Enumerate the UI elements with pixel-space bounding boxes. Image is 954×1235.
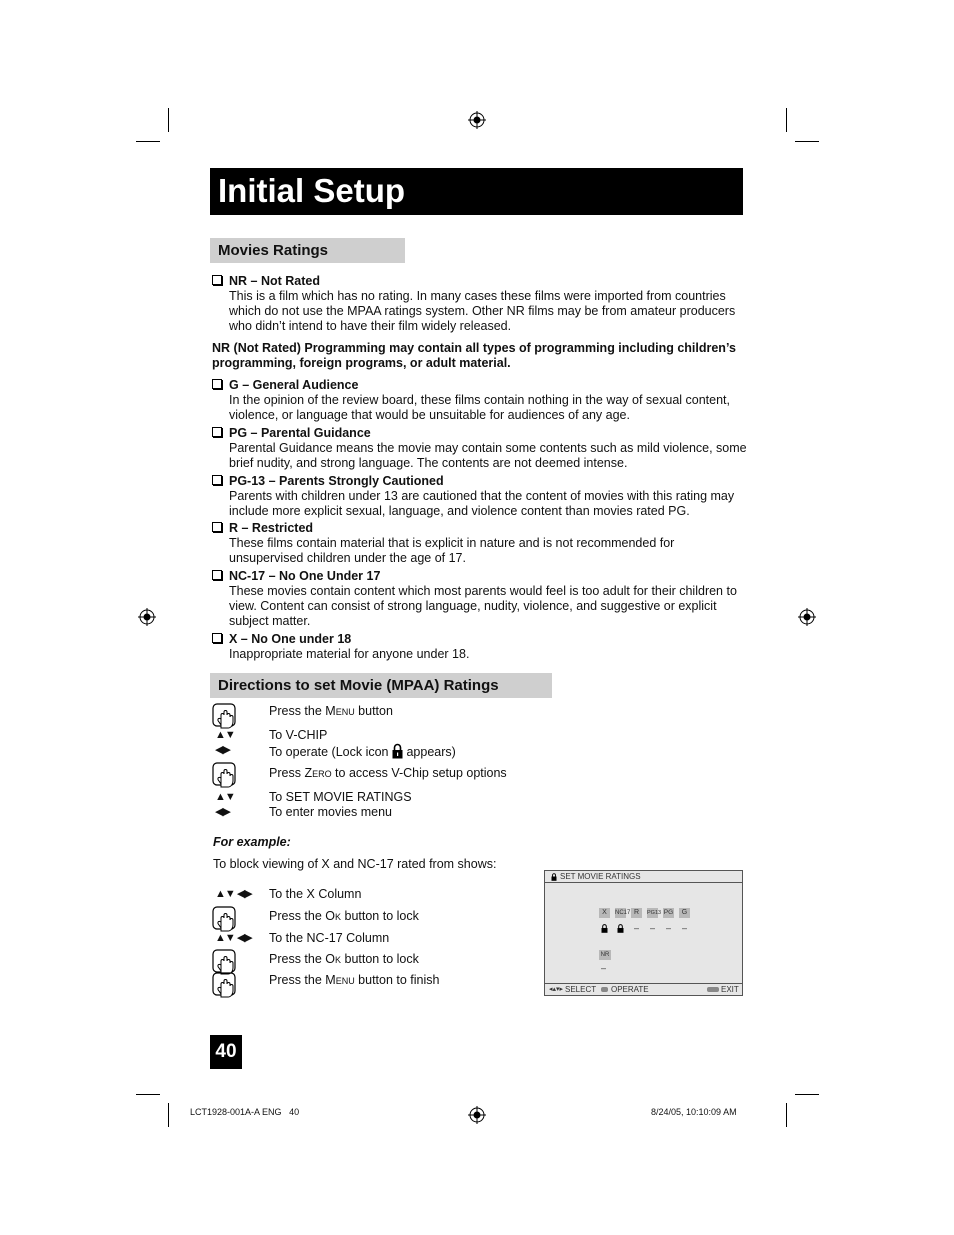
rating-title: PG – Parental Guidance xyxy=(229,426,371,440)
example-step-press-menu: Press the Menu button to finish xyxy=(269,973,440,987)
nr-warning: NR (Not Rated) Programming may contain all types of programming including children’s programming, foreign programs, or adult material. xyxy=(212,341,736,370)
registration-mark-icon xyxy=(468,111,486,129)
page-number: 40 xyxy=(210,1035,242,1069)
checkbox-bullet-icon xyxy=(212,570,222,580)
ok-button-icon xyxy=(601,987,608,992)
rating-title: R – Restricted xyxy=(229,521,314,535)
osd-unlocked-dash: – xyxy=(666,923,672,933)
press-button-hand-icon xyxy=(212,703,236,729)
osd-footer xyxy=(545,983,742,995)
step-enter-movies-menu: To enter movies menu xyxy=(269,805,392,819)
print-timestamp: 8/24/05, 10:10:09 AM xyxy=(651,1107,737,1117)
left-right-arrows-icon: ◀▶ xyxy=(215,744,230,756)
osd-footer-operate: OPERATE xyxy=(611,985,649,994)
example-step-press-ok: Press the Ok button to lock xyxy=(269,909,419,923)
checkbox-bullet-icon xyxy=(212,633,222,643)
rating-title: NR – Not Rated xyxy=(229,274,320,288)
crop-mark xyxy=(795,1094,819,1095)
section-heading-directions: Directions to set Movie (MPAA) Ratings xyxy=(210,673,552,698)
up-down-arrows-icon: ▲▼ xyxy=(215,729,235,741)
example-text: To block viewing of X and NC-17 rated from shows: xyxy=(213,857,497,871)
page-title-bar xyxy=(210,168,743,215)
rating-item-nc17 xyxy=(212,569,747,629)
osd-column-g[interactable]: G xyxy=(679,908,690,918)
crop-mark xyxy=(795,141,819,142)
rating-item-pg13 xyxy=(212,474,747,519)
step-press-menu: Press the Menu button xyxy=(269,704,393,718)
lock-icon xyxy=(551,873,557,881)
menu-button-icon xyxy=(707,987,719,992)
crop-mark xyxy=(786,108,787,132)
osd-column-x[interactable]: X xyxy=(599,908,610,918)
checkbox-bullet-icon xyxy=(212,475,222,485)
osd-column-pg13[interactable]: PG13 xyxy=(647,910,662,916)
all-arrows-icon: ▲▼ ◀▶ xyxy=(215,932,252,944)
crop-mark xyxy=(168,108,169,132)
osd-unlocked-dash: – xyxy=(601,963,607,973)
lock-icon xyxy=(392,743,403,759)
rating-title: X – No One under 18 xyxy=(229,632,352,646)
page-title: Initial Setup xyxy=(218,172,406,209)
rating-item-g xyxy=(212,378,747,423)
rating-description: Inappropriate material for anyone under 18. xyxy=(229,647,470,661)
osd-column-nc17[interactable]: NC17 xyxy=(615,910,631,916)
press-button-hand-icon xyxy=(212,972,236,998)
press-button-hand-icon xyxy=(212,762,236,788)
all-arrows-icon: ▲▼ ◀▶ xyxy=(215,888,252,900)
press-button-hand-icon xyxy=(212,906,236,932)
step-to-operate: To operate (Lock icon appears) xyxy=(269,745,456,759)
rating-item-pg xyxy=(212,426,747,471)
rating-description: Parental Guidance means the movie may contain some contents such as mild violence, some brief nudity, and strong language. The contents are not deemed intense. xyxy=(229,441,747,470)
checkbox-bullet-icon xyxy=(212,427,222,437)
osd-title: SET MOVIE RATINGS xyxy=(560,872,641,881)
rating-item-x xyxy=(212,632,747,662)
osd-column-pg[interactable]: PG xyxy=(663,909,674,916)
example-step-nc17-column: To the NC-17 Column xyxy=(269,931,390,945)
rating-title: NC-17 – No One Under 17 xyxy=(229,569,381,583)
step-to-set-movie-ratings: To SET MOVIE RATINGS xyxy=(269,790,412,804)
checkbox-bullet-icon xyxy=(212,379,222,389)
checkbox-bullet-icon xyxy=(212,275,222,285)
osd-unlocked-dash: – xyxy=(682,923,688,933)
step-to-vchip: To V-CHIP xyxy=(269,728,328,742)
registration-mark-icon xyxy=(798,608,816,626)
osd-unlocked-dash: – xyxy=(634,923,640,933)
rating-item-nr xyxy=(212,274,747,334)
step-press-zero: Press Zero to access V-Chip setup options xyxy=(269,766,507,780)
registration-mark-icon xyxy=(468,1106,486,1124)
osd-column-r[interactable]: R xyxy=(631,908,642,918)
lock-icon xyxy=(617,924,624,933)
rating-description: In the opinion of the review board, these films contain nothing in the way of sexual content, violence, or language that would be unsuitable for audiences of any age. xyxy=(229,393,731,422)
crop-mark xyxy=(136,141,160,142)
rating-description: These films contain material that is explicit in nature and is not recommended for unsupervised children under the age of 17. xyxy=(229,536,675,565)
rating-title: PG-13 – Parents Strongly Cautioned xyxy=(229,474,444,488)
osd-title-bar xyxy=(545,871,742,883)
rating-item-r xyxy=(212,521,747,566)
up-down-arrows-icon: ▲▼ xyxy=(215,791,235,803)
crop-mark xyxy=(786,1103,787,1127)
lock-icon xyxy=(601,924,608,933)
osd-unlocked-dash: – xyxy=(650,923,656,933)
registration-mark-icon xyxy=(138,608,156,626)
rating-description: Parents with children under 13 are cautioned that the content of movies with this rating may include more explicit sexual, language, and violence content than movies rated PG. xyxy=(229,489,735,518)
osd-set-movie-ratings-screen xyxy=(544,870,743,996)
rating-description: This is a film which has no rating. In many cases these films were imported from countries which do not use the MPAA ratings system. Other NR films may be from amateur producers who didn’t intend to have their film widely released. xyxy=(229,289,736,333)
left-right-arrows-icon: ◀▶ xyxy=(215,806,230,818)
example-step-x-column: To the X Column xyxy=(269,887,362,901)
osd-column-nr[interactable]: NR xyxy=(600,952,610,958)
crop-mark xyxy=(168,1103,169,1127)
doc-code: LCT1928-001A-A ENG 40 xyxy=(190,1107,300,1117)
rating-title: G – General Audience xyxy=(229,378,359,392)
example-label: For example: xyxy=(213,835,291,849)
rating-description: These movies contain content which most parents would feel is too adult for their children to view. Content can consist of strong language, nudity, violence, and suggestive or explicit subject matter. xyxy=(229,584,737,628)
crop-mark xyxy=(136,1094,160,1095)
osd-footer-exit: EXIT xyxy=(721,985,739,994)
checkbox-bullet-icon xyxy=(212,522,222,532)
section-heading-movies-ratings: Movies Ratings xyxy=(210,238,405,263)
osd-arrows-icon: ◂▴▾▸ xyxy=(549,986,564,993)
example-step-press-ok: Press the Ok button to lock xyxy=(269,952,419,966)
osd-footer-select: SELECT xyxy=(565,985,597,994)
